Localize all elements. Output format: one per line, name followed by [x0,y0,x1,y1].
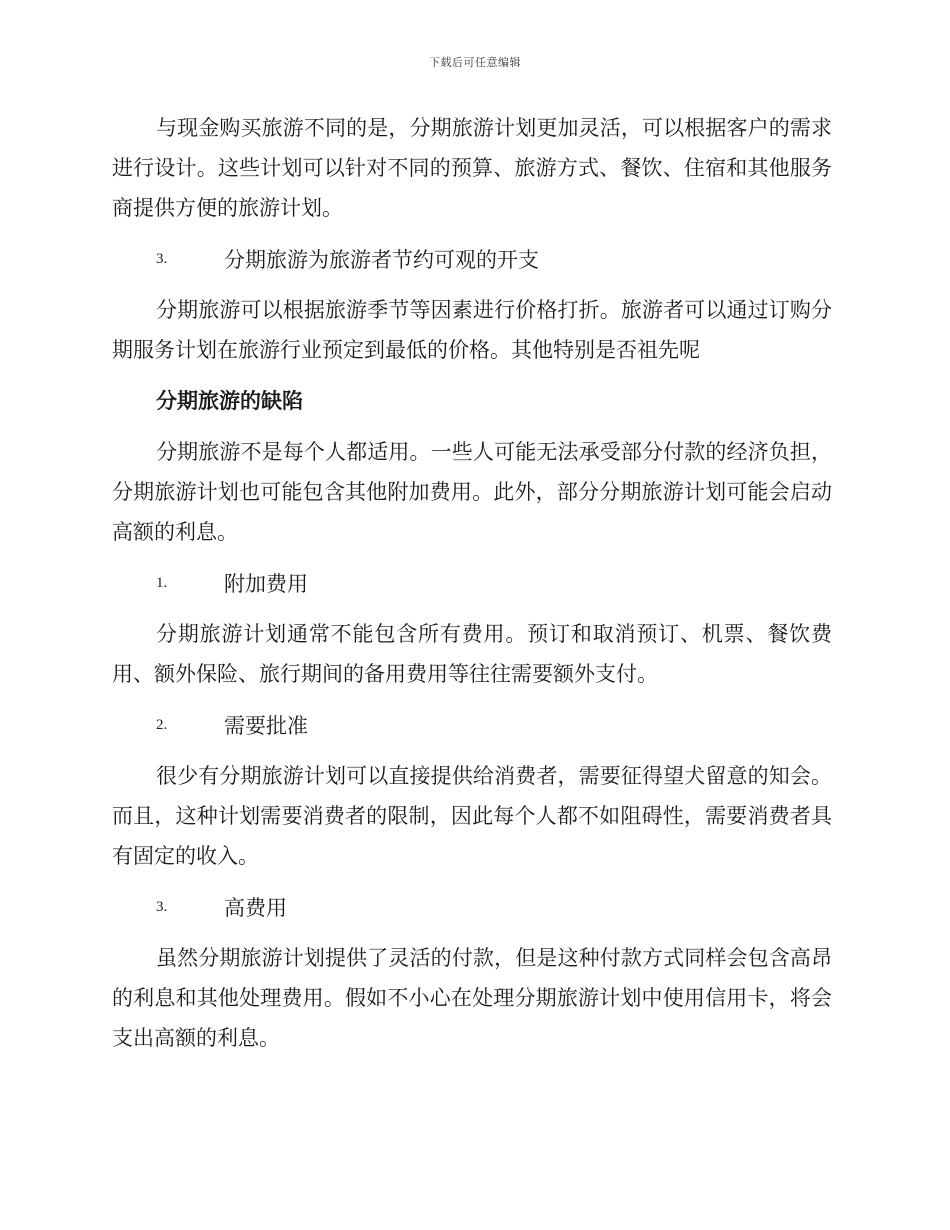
list-item-extra-fees [112,563,832,603]
section-heading-drawbacks: 分期旅游的缺陷 [156,388,303,413]
paragraph-approval: 很少有分期旅游计划可以直接提供给消费者，需要征得望犬留意的知会。而且，这种计划需要消费者的限制，因此每个人都不如阻碍性，需要消费者具有固定的收入。 [112,764,832,868]
list-number: 3. [156,250,168,267]
paragraph-high-cost: 虽然分期旅游计划提供了灵活的付款，但是这种付款方式同样会包含高昂的利息和其他处理费用。假如不小心在处理分期旅游计划中使用信用卡，将会支出高额的利息。 [112,946,832,1050]
list-item-label: 分期旅游为旅游者节约可观的开支 [224,248,539,272]
list-item-savings [112,239,832,279]
list-number: 3. [156,898,168,915]
document-body [112,108,832,1069]
paragraph-discounts: 分期旅游可以根据旅游季节等因素进行价格打折。旅游者可以通过订购分期服务计划在旅游行业预定到最低的价格。其他特别是否祖先呢 [112,298,832,362]
page-header: 下载后可任意编辑 [429,56,521,69]
list-item-label: 高费用 [224,896,287,920]
paragraph-drawbacks-intro: 分期旅游不是每个人都适用。一些人可能无法承受部分付款的经济负担，分期旅游计划也可能包含其他附加费用。此外，部分分期旅游计划可能会启动高额的利息。 [112,440,832,544]
list-item-approval [112,705,832,745]
list-number: 2. [156,716,168,733]
paragraph-flexibility: 与现金购买旅游不同的是，分期旅游计划更加灵活，可以根据客户的需求进行设计。这些计划可以针对不同的预算、旅游方式、餐饮、住宿和其他服务商提供方便的旅游计划。 [112,116,832,220]
paragraph-extra-fees: 分期旅游计划通常不能包含所有费用。预订和取消预订、机票、餐饮费用、额外保险、旅行期间的备用费用等往往需要额外支付。 [112,622,832,686]
list-item-label: 需要批准 [224,714,308,738]
list-item-high-cost [112,887,832,927]
list-item-label: 附加费用 [224,572,308,596]
list-number: 1. [156,574,168,591]
